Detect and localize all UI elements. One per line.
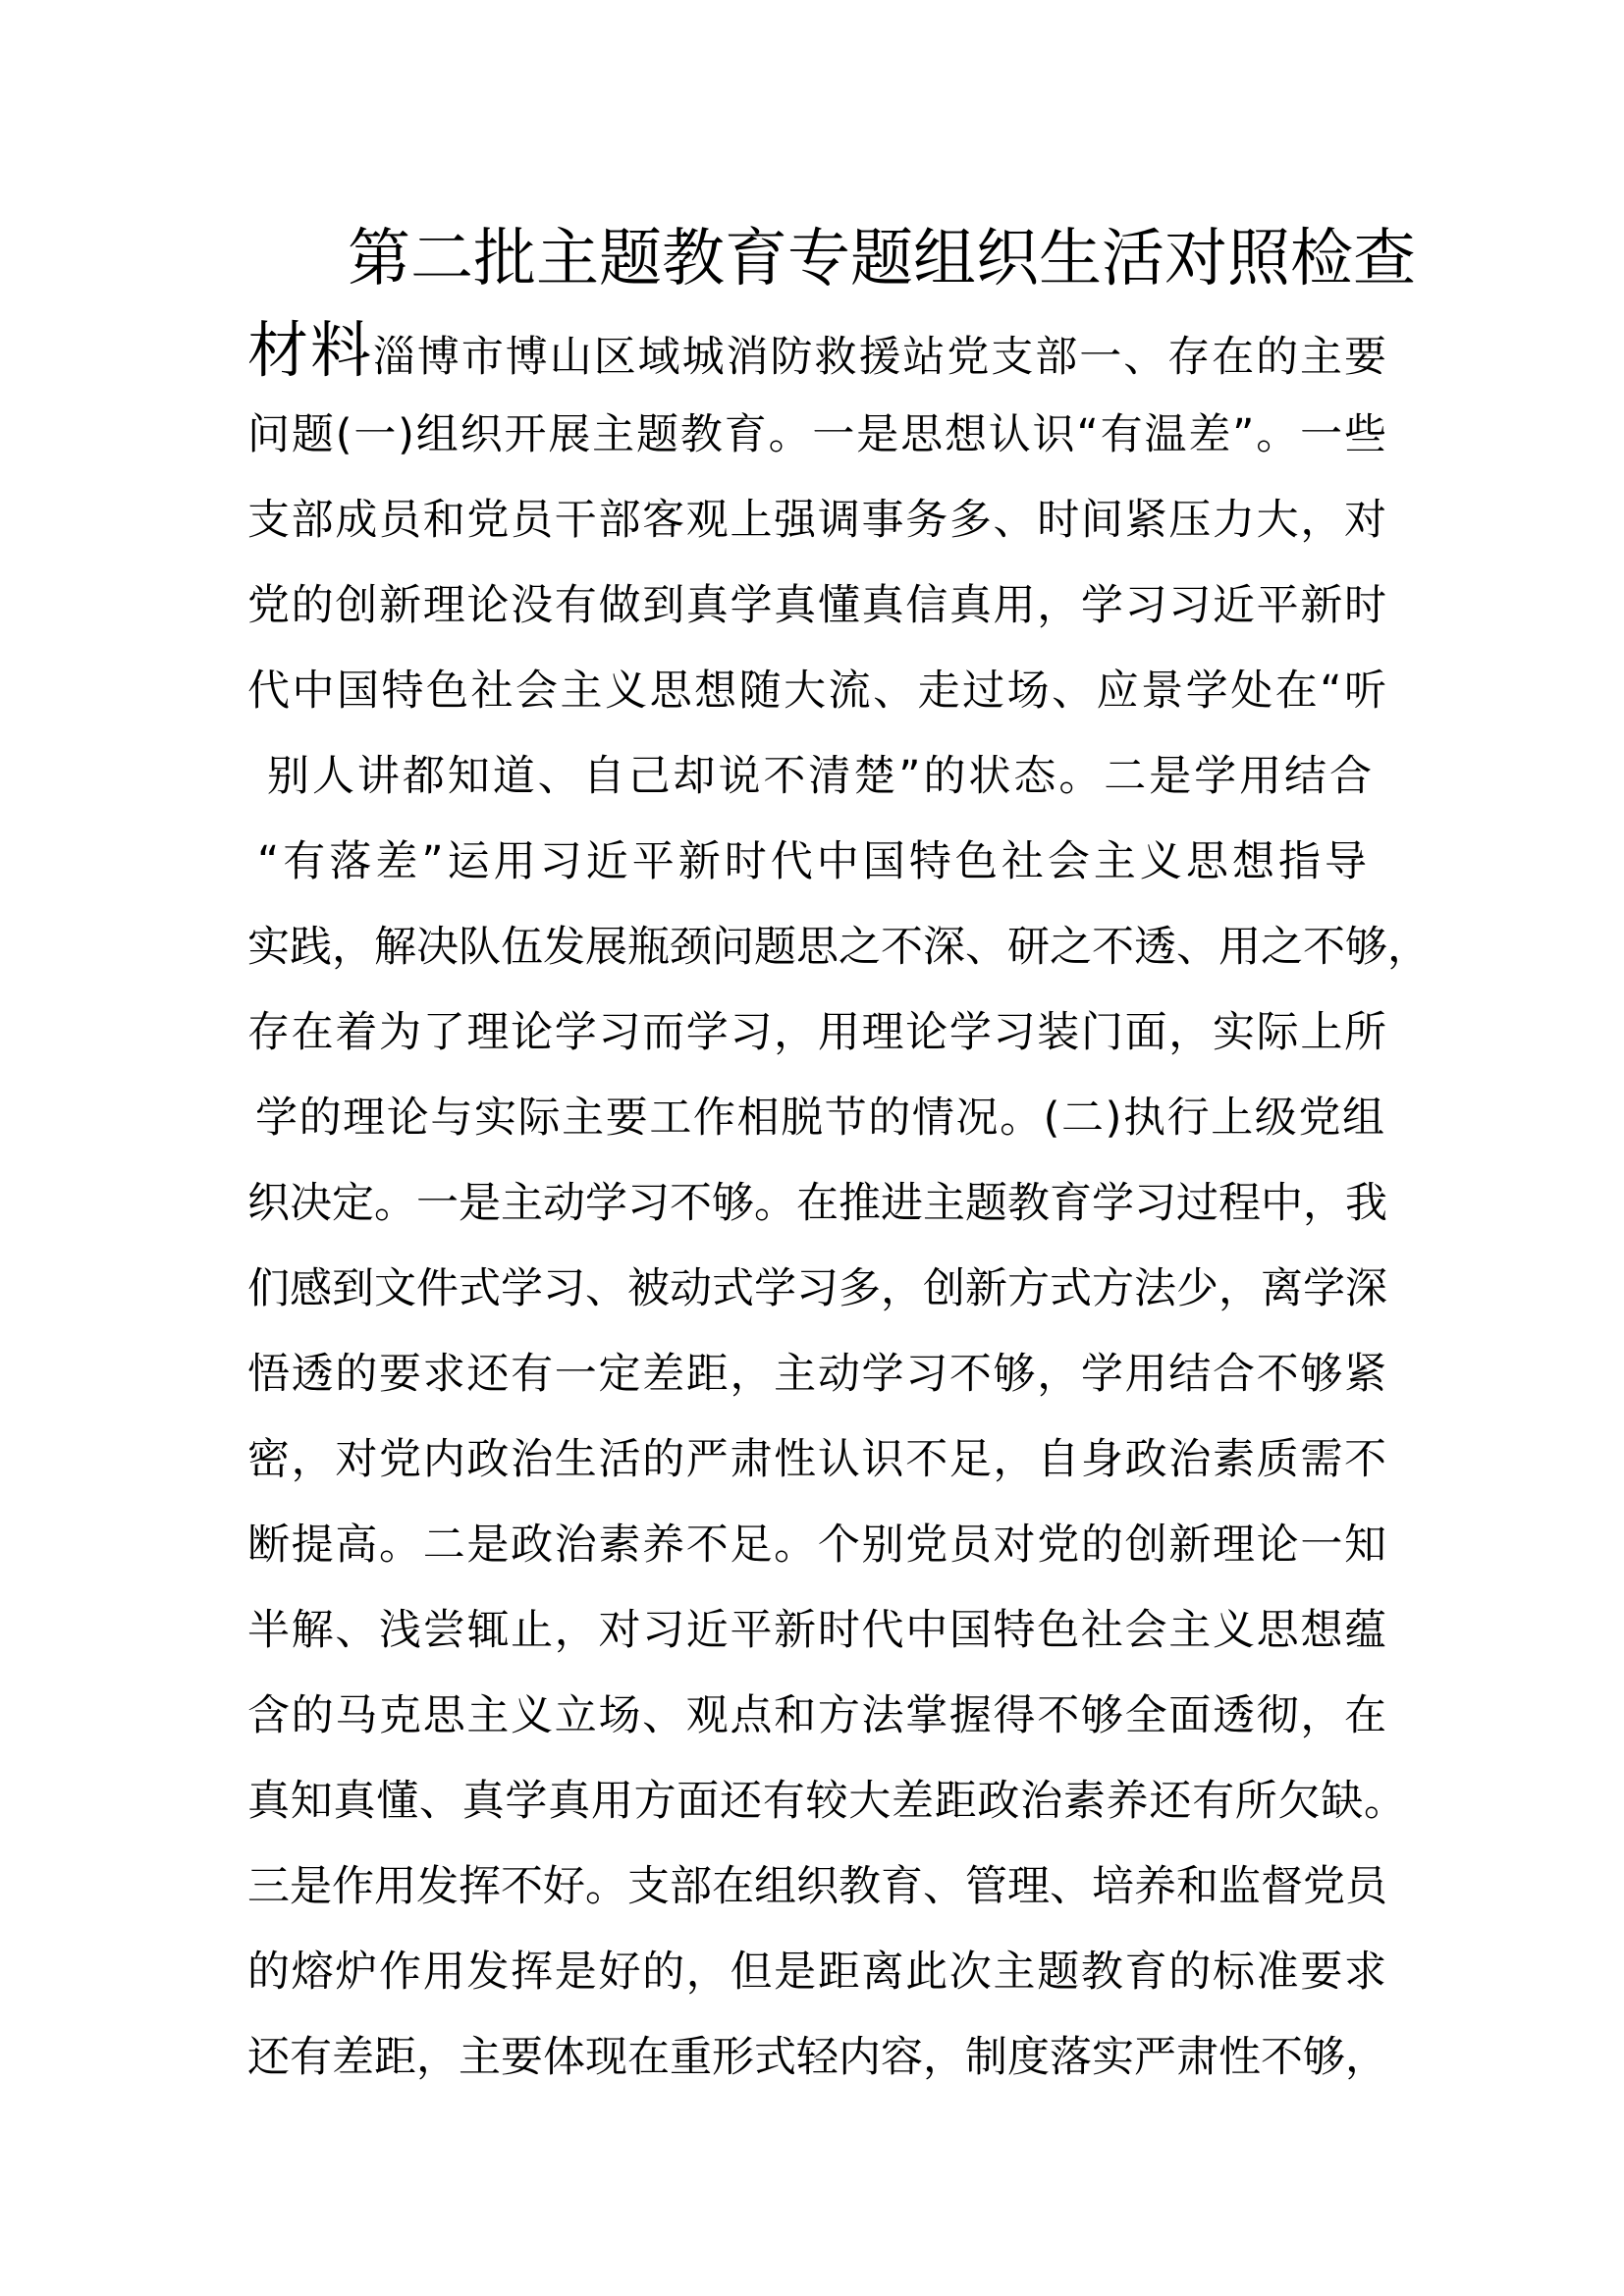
text-line: 存在着为了理论学习而学习，用理论学习装门面，实际上所 <box>247 1008 1386 1057</box>
document-title: 第二批主题教育专题组织生活对照检查 <box>348 223 1416 295</box>
text-line: 们感到文件式学习、被动式学习多，创新方式方法少，离学深 <box>247 1264 1387 1313</box>
text-line: 悟透的要求还有一定差距，主动学习不够，学用结合不够紧 <box>247 1350 1386 1399</box>
line-text: 淄博市博山区域城消防救援站党支部一、存在的主要 <box>372 333 1386 382</box>
document-title-continuation: 材料 <box>247 314 373 386</box>
text-line: 学的理论与实际主要工作相脱节的情况。(二)执行上级党组 <box>255 1094 1384 1143</box>
text-line: 还有差距，主要体现在重形式轻内容，制度落实严肃性不够， <box>247 2033 1387 2082</box>
text-line: 代中国特色社会主义思想随大流、走过场、应景学处在“听 <box>247 667 1386 716</box>
text-line: 断提高。二是政治素养不足。个别党员对党的创新理论一知 <box>247 1521 1386 1570</box>
text-line: 实践，解决队伍发展瓶颈问题思之不深、研之不透、用之不够， <box>247 923 1430 972</box>
text-line: 密，对党内政治生活的严肃性认识不足，自身政治素质需不 <box>247 1435 1386 1484</box>
text-line: 问题(一)组织开展主题教育。一是思想认识“有温差”。一些 <box>247 410 1386 459</box>
text-line: 织决定。一是主动学习不够。在推进主题教育学习过程中，我 <box>247 1179 1387 1228</box>
text-line: 的熔炉作用发挥是好的，但是距离此次主题教育的标准要求 <box>247 1948 1386 1997</box>
text-line <box>247 307 1386 393</box>
text-line: 含的马克思主义立场、观点和方法掌握得不够全面透彻，在 <box>247 1691 1386 1740</box>
text-line: 真知真懂、真学真用方面还有较大差距政治素养还有所欠缺。 <box>247 1777 1406 1826</box>
text-line: 别人讲都知道、自己却说不清楚”的状态。二是学用结合 <box>267 752 1372 801</box>
text-line: 半解、浅尝辄止，对习近平新时代中国特色社会主义思想蕴 <box>247 1606 1386 1655</box>
text-line: 三是作用发挥不好。支部在组织教育、管理、培养和监督党员 <box>247 1862 1387 1911</box>
text-line: 党的创新理论没有做到真学真懂真信真用，学习习近平新时 <box>247 581 1386 630</box>
text-line: 支部成员和党员干部客观上强调事务多、时间紧压力大，对 <box>247 496 1386 545</box>
text-line: “有落差”运用习近平新时代中国特色社会主义思想指导 <box>257 837 1367 886</box>
